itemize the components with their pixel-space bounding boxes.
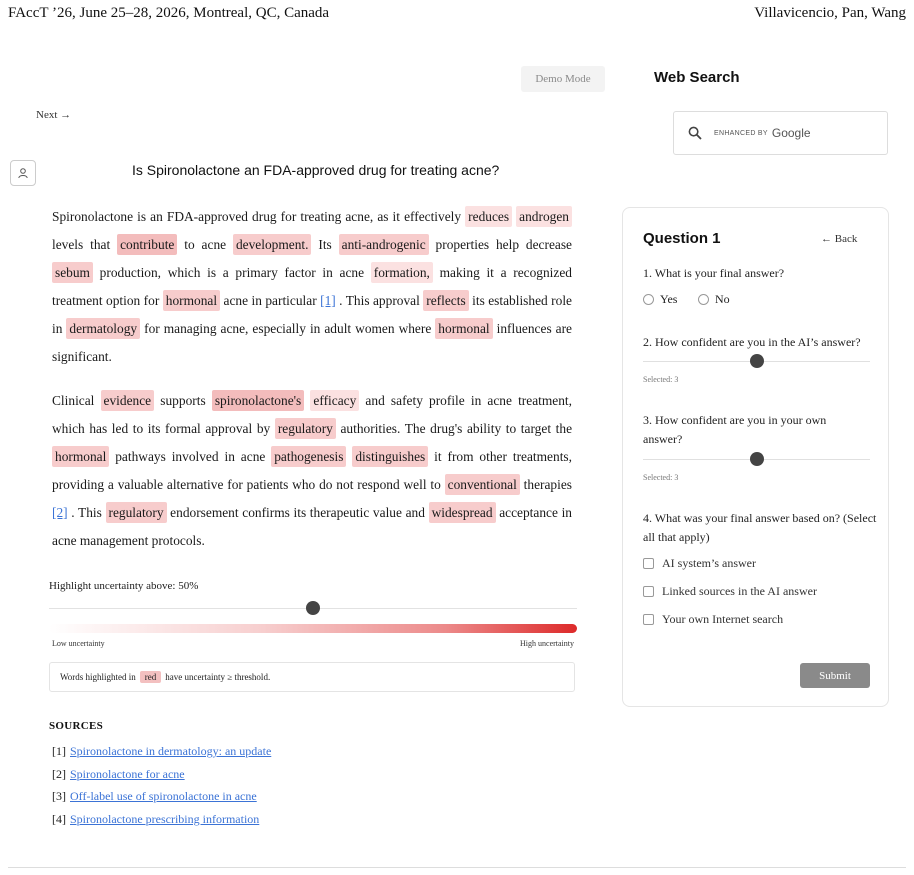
question-3-text: 3. How confident are you in your own answer? — [643, 413, 827, 446]
high-uncertainty-label: High uncertainty — [520, 639, 574, 648]
checkbox-box — [643, 558, 654, 569]
answer-text: endorsement confirms its therapeutic value and — [166, 505, 429, 520]
highlighted-word: contribute — [117, 234, 177, 255]
source-item — [52, 767, 271, 790]
highlighted-word: widespread — [429, 502, 496, 523]
citation-link[interactable]: [2] — [52, 505, 68, 520]
source-item — [52, 812, 271, 835]
source-link[interactable]: Spironolactone in dermatology: an update — [70, 744, 272, 758]
back-button[interactable]: ← Back — [821, 233, 858, 245]
bottom-divider — [8, 867, 906, 868]
option-ai-answer-checkbox[interactable] — [643, 556, 756, 571]
answer-text: production, which is a primary factor in acne — [92, 265, 371, 280]
option-label: Your own Internet search — [662, 612, 784, 626]
user-icon[interactable] — [10, 160, 36, 186]
answer-text: Its — [311, 237, 339, 252]
highlighted-word: hormonal — [435, 318, 492, 339]
answer-text: supports — [154, 393, 212, 408]
question-1-text: 1. What is your final answer? — [643, 266, 785, 280]
google-logo: Google — [771, 126, 811, 140]
answer-text: Clinical — [52, 393, 101, 408]
answer-no-radio[interactable] — [698, 290, 730, 308]
search-input[interactable] — [673, 111, 888, 155]
legend-red-chip: red — [140, 671, 162, 683]
submit-button[interactable]: Submit — [800, 663, 870, 688]
answer-text: . This approval — [335, 293, 424, 308]
source-link[interactable]: Spironolactone prescribing information — [70, 811, 260, 826]
answer-paragraph-2 — [52, 387, 572, 555]
answer-text: making it a recognized treatment option for — [52, 265, 572, 308]
highlighted-word: regulatory — [106, 502, 167, 523]
legend-text-after: have uncertainty ≥ threshold. — [165, 672, 271, 682]
sources-list — [52, 744, 271, 834]
source-link[interactable]: Spironolactone for acne — [70, 766, 185, 781]
source-number: [1] — [52, 744, 66, 758]
demo-mode-button[interactable]: Demo Mode — [521, 66, 605, 92]
answer-yes-radio[interactable] — [643, 290, 677, 308]
answer-text: pathways involved in acne — [109, 449, 272, 464]
answer-paragraph-1 — [52, 203, 572, 371]
web-search-title: Web Search — [654, 69, 740, 86]
yes-label: Yes — [660, 291, 678, 306]
highlighted-word: reduces — [465, 206, 512, 227]
ai-confidence-slider-handle[interactable] — [750, 354, 764, 368]
answer-text: influences are significant. — [52, 321, 573, 364]
option-label: Linked sources in the AI answer — [662, 584, 817, 598]
highlighted-word: sebum — [52, 262, 93, 283]
question-panel — [622, 207, 889, 707]
radio-circle — [643, 294, 654, 305]
source-item — [52, 789, 271, 812]
answer-text: acceptance in acne management protocols. — [52, 505, 572, 548]
checkbox-box — [643, 614, 654, 625]
ai-answer — [52, 203, 572, 571]
option-internet-search-checkbox[interactable] — [643, 612, 783, 627]
highlighted-word: pathogenesis — [271, 446, 346, 467]
highlighted-word: androgen — [516, 206, 572, 227]
highlighted-word: hormonal — [163, 290, 220, 311]
radio-circle — [698, 294, 709, 305]
answer-text: therapies — [519, 477, 572, 492]
next-button[interactable]: Next → — [36, 109, 72, 121]
citation-link[interactable]: [1] — [320, 293, 336, 308]
source-link[interactable]: Off-label use of spironolactone in acne — [70, 789, 257, 803]
highlighted-word: development. — [233, 234, 312, 255]
highlighted-word: conventional — [445, 474, 520, 495]
question-2-text: 2. How confident are you in the AI’s answer? — [643, 335, 861, 349]
question-panel-title: Question 1 — [643, 230, 721, 247]
threshold-label: Highlight uncertainty above: 50% — [49, 580, 199, 592]
highlighted-word: regulatory — [275, 418, 336, 439]
highlight-legend — [49, 662, 575, 692]
highlighted-word: hormonal — [52, 446, 109, 467]
threshold-slider-handle[interactable] — [306, 601, 320, 615]
answer-text: . This — [67, 505, 106, 520]
answer-text: properties help decrease — [428, 237, 572, 252]
answer-text: authorities. The drug's ability to target the — [335, 421, 573, 436]
sources-title: SOURCES — [49, 720, 104, 732]
answer-text: Spironolactone is an FDA-approved drug for treating acne, as it effectively — [52, 209, 466, 224]
highlighted-word: dermatology — [66, 318, 140, 339]
ai-confidence-selected: Selected: 3 — [643, 375, 679, 384]
answer-text: its established role in — [52, 293, 572, 336]
running-header-right: Villavicencio, Pan, Wang — [754, 5, 906, 21]
source-number: [3] — [52, 789, 66, 803]
highlighted-word: efficacy — [310, 390, 359, 411]
option-linked-sources-checkbox[interactable] — [643, 584, 817, 599]
own-confidence-selected: Selected: 3 — [643, 473, 679, 482]
source-number: [4] — [52, 811, 66, 826]
highlighted-word: reflects — [423, 290, 468, 311]
highlighted-word: evidence — [101, 390, 155, 411]
source-number: [2] — [52, 766, 66, 781]
answer-text: and safety profile in acne treatment, which has led to its formal approval by — [52, 393, 572, 436]
answer-text: it from other treatments, providing a valuable alternative for patients who do not respond well to — [52, 449, 572, 492]
highlighted-word: distinguishes — [352, 446, 428, 467]
uncertainty-gradient-bar — [49, 624, 577, 633]
own-confidence-slider-handle[interactable] — [750, 452, 764, 466]
answer-text: for managing acne, especially in adult women where — [140, 321, 436, 336]
answer-text: acne in particular — [220, 293, 321, 308]
highlighted-word: spironolactone's — [212, 390, 304, 411]
enhanced-by-label: ENHANCED BY — [714, 129, 768, 137]
source-item — [52, 744, 271, 767]
low-uncertainty-label: Low uncertainty — [52, 639, 105, 648]
option-label: AI system’s answer — [662, 556, 756, 570]
question-title: Is Spironolactone an FDA-approved drug for treating acne? — [132, 162, 500, 178]
highlighted-word: anti-androgenic — [339, 234, 429, 255]
legend-text-before: Words highlighted in — [60, 672, 136, 682]
no-label: No — [715, 291, 730, 306]
user-glyph — [17, 167, 29, 179]
question-4-text: 4. What was your final answer based on? (Select all that apply) — [643, 511, 877, 544]
search-icon — [688, 126, 702, 140]
highlighted-word: formation, — [371, 262, 433, 283]
running-header-left: FAccT ’26, June 25–28, 2026, Montreal, QC, Canada — [8, 5, 330, 21]
checkbox-box — [643, 586, 654, 597]
answer-text: to acne — [177, 237, 233, 252]
answer-text: levels that — [52, 237, 118, 252]
